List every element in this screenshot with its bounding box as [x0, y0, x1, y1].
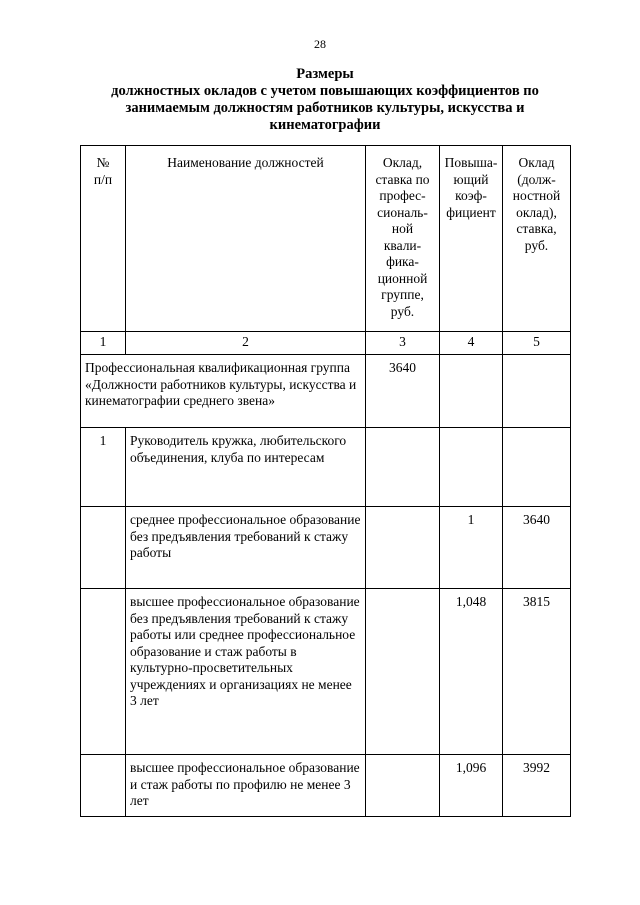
empty-cell	[503, 428, 571, 507]
salary-value: 3815	[503, 589, 571, 755]
group-row	[81, 355, 571, 428]
empty-cell	[440, 355, 503, 428]
table-header-row	[81, 146, 571, 332]
table-row	[81, 507, 571, 589]
header-number: № п/п	[81, 146, 126, 332]
empty-cell	[366, 507, 440, 589]
column-number: 3	[366, 332, 440, 355]
coefficient-value: 1,096	[440, 755, 503, 817]
empty-cell	[503, 355, 571, 428]
position-number: 1	[81, 428, 126, 507]
title-line: Размеры	[296, 66, 354, 82]
salary-value: 3640	[503, 507, 571, 589]
header-base-salary: Оклад, ставка по профес- сиональ- ной квали- фика- ционной группе, руб.	[366, 146, 440, 332]
salary-table	[80, 145, 571, 817]
header-position-name: Наименование должностей	[126, 146, 366, 332]
position-row	[81, 428, 571, 507]
column-number: 2	[126, 332, 366, 355]
title-line: занимаемым должностям работников культуры, искусства и	[125, 100, 525, 116]
empty-cell	[81, 755, 126, 817]
requirement-description: высшее профессиональное образование и стаж работы по профилю не менее 3 лет	[126, 755, 366, 817]
empty-cell	[366, 428, 440, 507]
header-coefficient: Повыша- ющий коэф- фициент	[440, 146, 503, 332]
column-number: 4	[440, 332, 503, 355]
group-name: Профессиональная квалификационная группа «Должности работников культуры, искусства и кинематографии среднего звена»	[81, 355, 366, 428]
page-number: 28	[314, 37, 326, 51]
document-title	[70, 66, 580, 134]
group-salary: 3640	[366, 355, 440, 428]
position-name: Руководитель кружка, любительского объединения, клуба по интересам	[126, 428, 366, 507]
column-number: 1	[81, 332, 126, 355]
salary-value: 3992	[503, 755, 571, 817]
empty-cell	[81, 507, 126, 589]
table-row	[81, 589, 571, 755]
table-row	[81, 755, 571, 817]
title-line: кинематографии	[269, 117, 381, 133]
empty-cell	[366, 589, 440, 755]
requirement-description: среднее профессиональное образование без предъявления требований к стажу работы	[126, 507, 366, 589]
title-line: должностных окладов с учетом повышающих коэффициентов по	[111, 83, 539, 99]
empty-cell	[440, 428, 503, 507]
column-number-row	[81, 332, 571, 355]
coefficient-value: 1	[440, 507, 503, 589]
empty-cell	[81, 589, 126, 755]
header-salary: Оклад (долж- ностной оклад), ставка, руб.	[503, 146, 571, 332]
column-number: 5	[503, 332, 571, 355]
coefficient-value: 1,048	[440, 589, 503, 755]
requirement-description: высшее профессиональное образование без предъявления требований к стажу работы или среднее профессиональное образование и стаж работы в культурно-просветительных учреждениях и организациях не менее 3 лет	[126, 589, 366, 755]
empty-cell	[366, 755, 440, 817]
